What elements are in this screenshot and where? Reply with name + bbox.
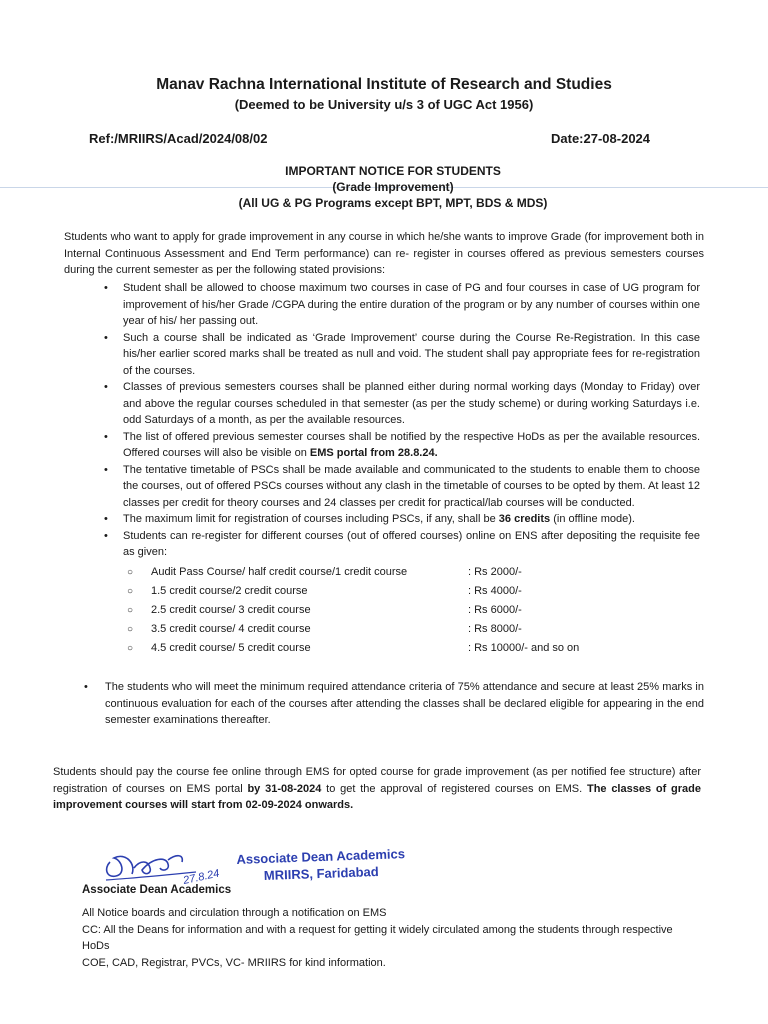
provision-text: The tentative timetable of PSCs shall be made available and communicated to the students to enable them to choose the courses, out of offered PSCs courses without any clash in the timetable of courses to be opted by them. At least 12 classes per credit for theory courses and 24 classes per credit for practical/lab courses will be conducted. [123, 463, 701, 509]
attendance-paragraph [84, 679, 704, 729]
provision-item [104, 330, 700, 380]
reference-number: Ref:/MRIIRS/Acad/2024/08/02 [89, 131, 268, 146]
fee-course: 3.5 credit course/ 4 credit course [151, 622, 311, 635]
provision-text: Classes of previous semesters courses shall be planned either during normal working days (Monday to Friday) over and above the regular courses scheduled in that semester (as per the study scheme) or during working Saturdays i.e. odd Saturdays of a month, as per the available resources. [123, 381, 700, 426]
fee-course: Audit Pass Course/ half credit course/1 credit course [151, 565, 408, 578]
circle-bullet-icon: ○ [127, 566, 134, 578]
distribution-line: All Notice boards and circulation through a notification on EMS [82, 907, 387, 919]
circle-bullet-icon: ○ [127, 623, 134, 635]
fee-item [123, 601, 700, 620]
deemed-university-line: (Deemed to be University u/s 3 of UGC Act 1956) [234, 97, 534, 112]
distribution-line: COE, CAD, Registrar, PVCs, VC- MRIIRS for kind information. [82, 956, 386, 969]
fee-course: 2.5 credit course/ 3 credit course [151, 603, 311, 616]
provision-text: The maximum limit for registration of courses including PSCs, if any, shall be [123, 513, 499, 525]
fee-amount: : Rs 4000/- [468, 584, 522, 597]
provision-text: Student shall be allowed to choose maximum two courses in case of PG and four courses in case of UG program for improvement of his/her Grade /CGPA during the entire duration of the program or by any number of courses within one year of his/ her passing out. [123, 282, 700, 327]
official-stamp [230, 845, 411, 885]
distribution-line: CC: All the Deans for information and with a request for getting it widely circulated among the students through respective HoDs [82, 923, 673, 952]
fee-item [123, 582, 700, 601]
fee-item [123, 639, 700, 658]
circle-bullet-icon: ○ [127, 585, 134, 597]
bullet-icon: • [104, 529, 108, 542]
intro-paragraph: Students who want to apply for grade improvement in any course in which he/she wants to improve Grade (for improvement both in Internal Continuous Assessment and End Term performance) can re- register in courses offered as previous semesters courses during the current semester as per the following stated provisions: [64, 231, 704, 276]
notice-scope: (All UG & PG Programs except BPT, MPT, BDS & MDS) [238, 196, 548, 210]
bullet-icon: • [104, 331, 108, 344]
fee-amount: : Rs 8000/- [468, 622, 522, 635]
fee-amount: : Rs 2000/- [468, 565, 522, 578]
distribution-list [82, 905, 702, 971]
stamp-line: MRIIRS, Faridabad [263, 863, 379, 883]
fee-item [123, 620, 700, 639]
notice-date: Date:27-08-2024 [551, 131, 651, 146]
circle-bullet-icon: ○ [127, 642, 134, 654]
payment-paragraph [53, 764, 701, 814]
bullet-icon: • [104, 430, 108, 443]
fee-course: 1.5 credit course/2 credit course [151, 584, 308, 597]
stamp-line: Associate Dean Academics [236, 846, 406, 867]
provision-item [104, 429, 700, 462]
bullet-icon: • [104, 282, 108, 294]
fee-list [123, 563, 700, 658]
notice-subheading: (Grade Improvement) [332, 180, 454, 194]
signatory-title: Associate Dean Academics [82, 884, 232, 896]
payment-deadline: by 31-08-2024 [247, 782, 322, 795]
payment-text: Students should pay the course fee online through EMS for opted course for grade improvement (as per notified fee structure) after registration of courses on EMS portal [53, 766, 701, 795]
fee-course: 4.5 credit course/ 5 credit course [151, 641, 311, 654]
class-start-notice: The classes of grade improvement courses will start from 02-09-2024 onwards. [53, 782, 702, 811]
fee-amount: : Rs 6000/- [468, 603, 522, 616]
provision-item [104, 528, 700, 658]
provision-item [104, 462, 700, 512]
bullet-icon: • [104, 463, 108, 476]
fee-item [123, 563, 700, 582]
institution-name: Manav Rachna International Institute of Research and Studies [156, 76, 612, 93]
notice-heading: IMPORTANT NOTICE FOR STUDENTS [285, 164, 501, 178]
provision-text: Such a course shall be indicated as ‘Grade Improvement’ course during the Course Re-Registration. In this case his/her earlier scored marks shall be treated as null and void. The student shall pay appropriate fees for re-registration of the courses. [123, 331, 700, 377]
bullet-icon: • [104, 513, 108, 525]
provision-text: The list of offered previous semester courses shall be notified by the respective HoDs as per the available resources. Offered courses will also be visible on [123, 430, 700, 459]
fee-amount: : Rs 10000/- and so on [468, 641, 580, 654]
provision-item [104, 280, 700, 330]
signature-stroke [107, 856, 183, 877]
notice-heading-block [0, 163, 768, 211]
attendance-text: The students who will meet the minimum required attendance criteria of 75% attendance and secure at least 25% marks in continuous evaluation for each of the courses after attending the classes shall be declared eligible for appearing in the end semester examinations thereafter. [105, 681, 704, 726]
ems-portal-date: EMS portal from 28.8.24. [309, 447, 438, 459]
provisions-list [104, 280, 700, 658]
provision-item [104, 379, 700, 429]
provision-item [104, 511, 700, 528]
payment-text: to get the approval of registered courses on EMS. [321, 782, 587, 795]
bullet-icon: • [104, 381, 108, 393]
provision-text: Students can re-register for different courses (out of offered courses) online on ENS after depositing the requisite fee as given: [123, 529, 700, 558]
bullet-icon: • [84, 681, 88, 693]
provision-text: (in offline mode). [550, 513, 635, 525]
circle-bullet-icon: ○ [127, 604, 134, 616]
credit-limit: 36 credits [498, 513, 551, 525]
signature-date: 27.8.24 [182, 867, 221, 887]
